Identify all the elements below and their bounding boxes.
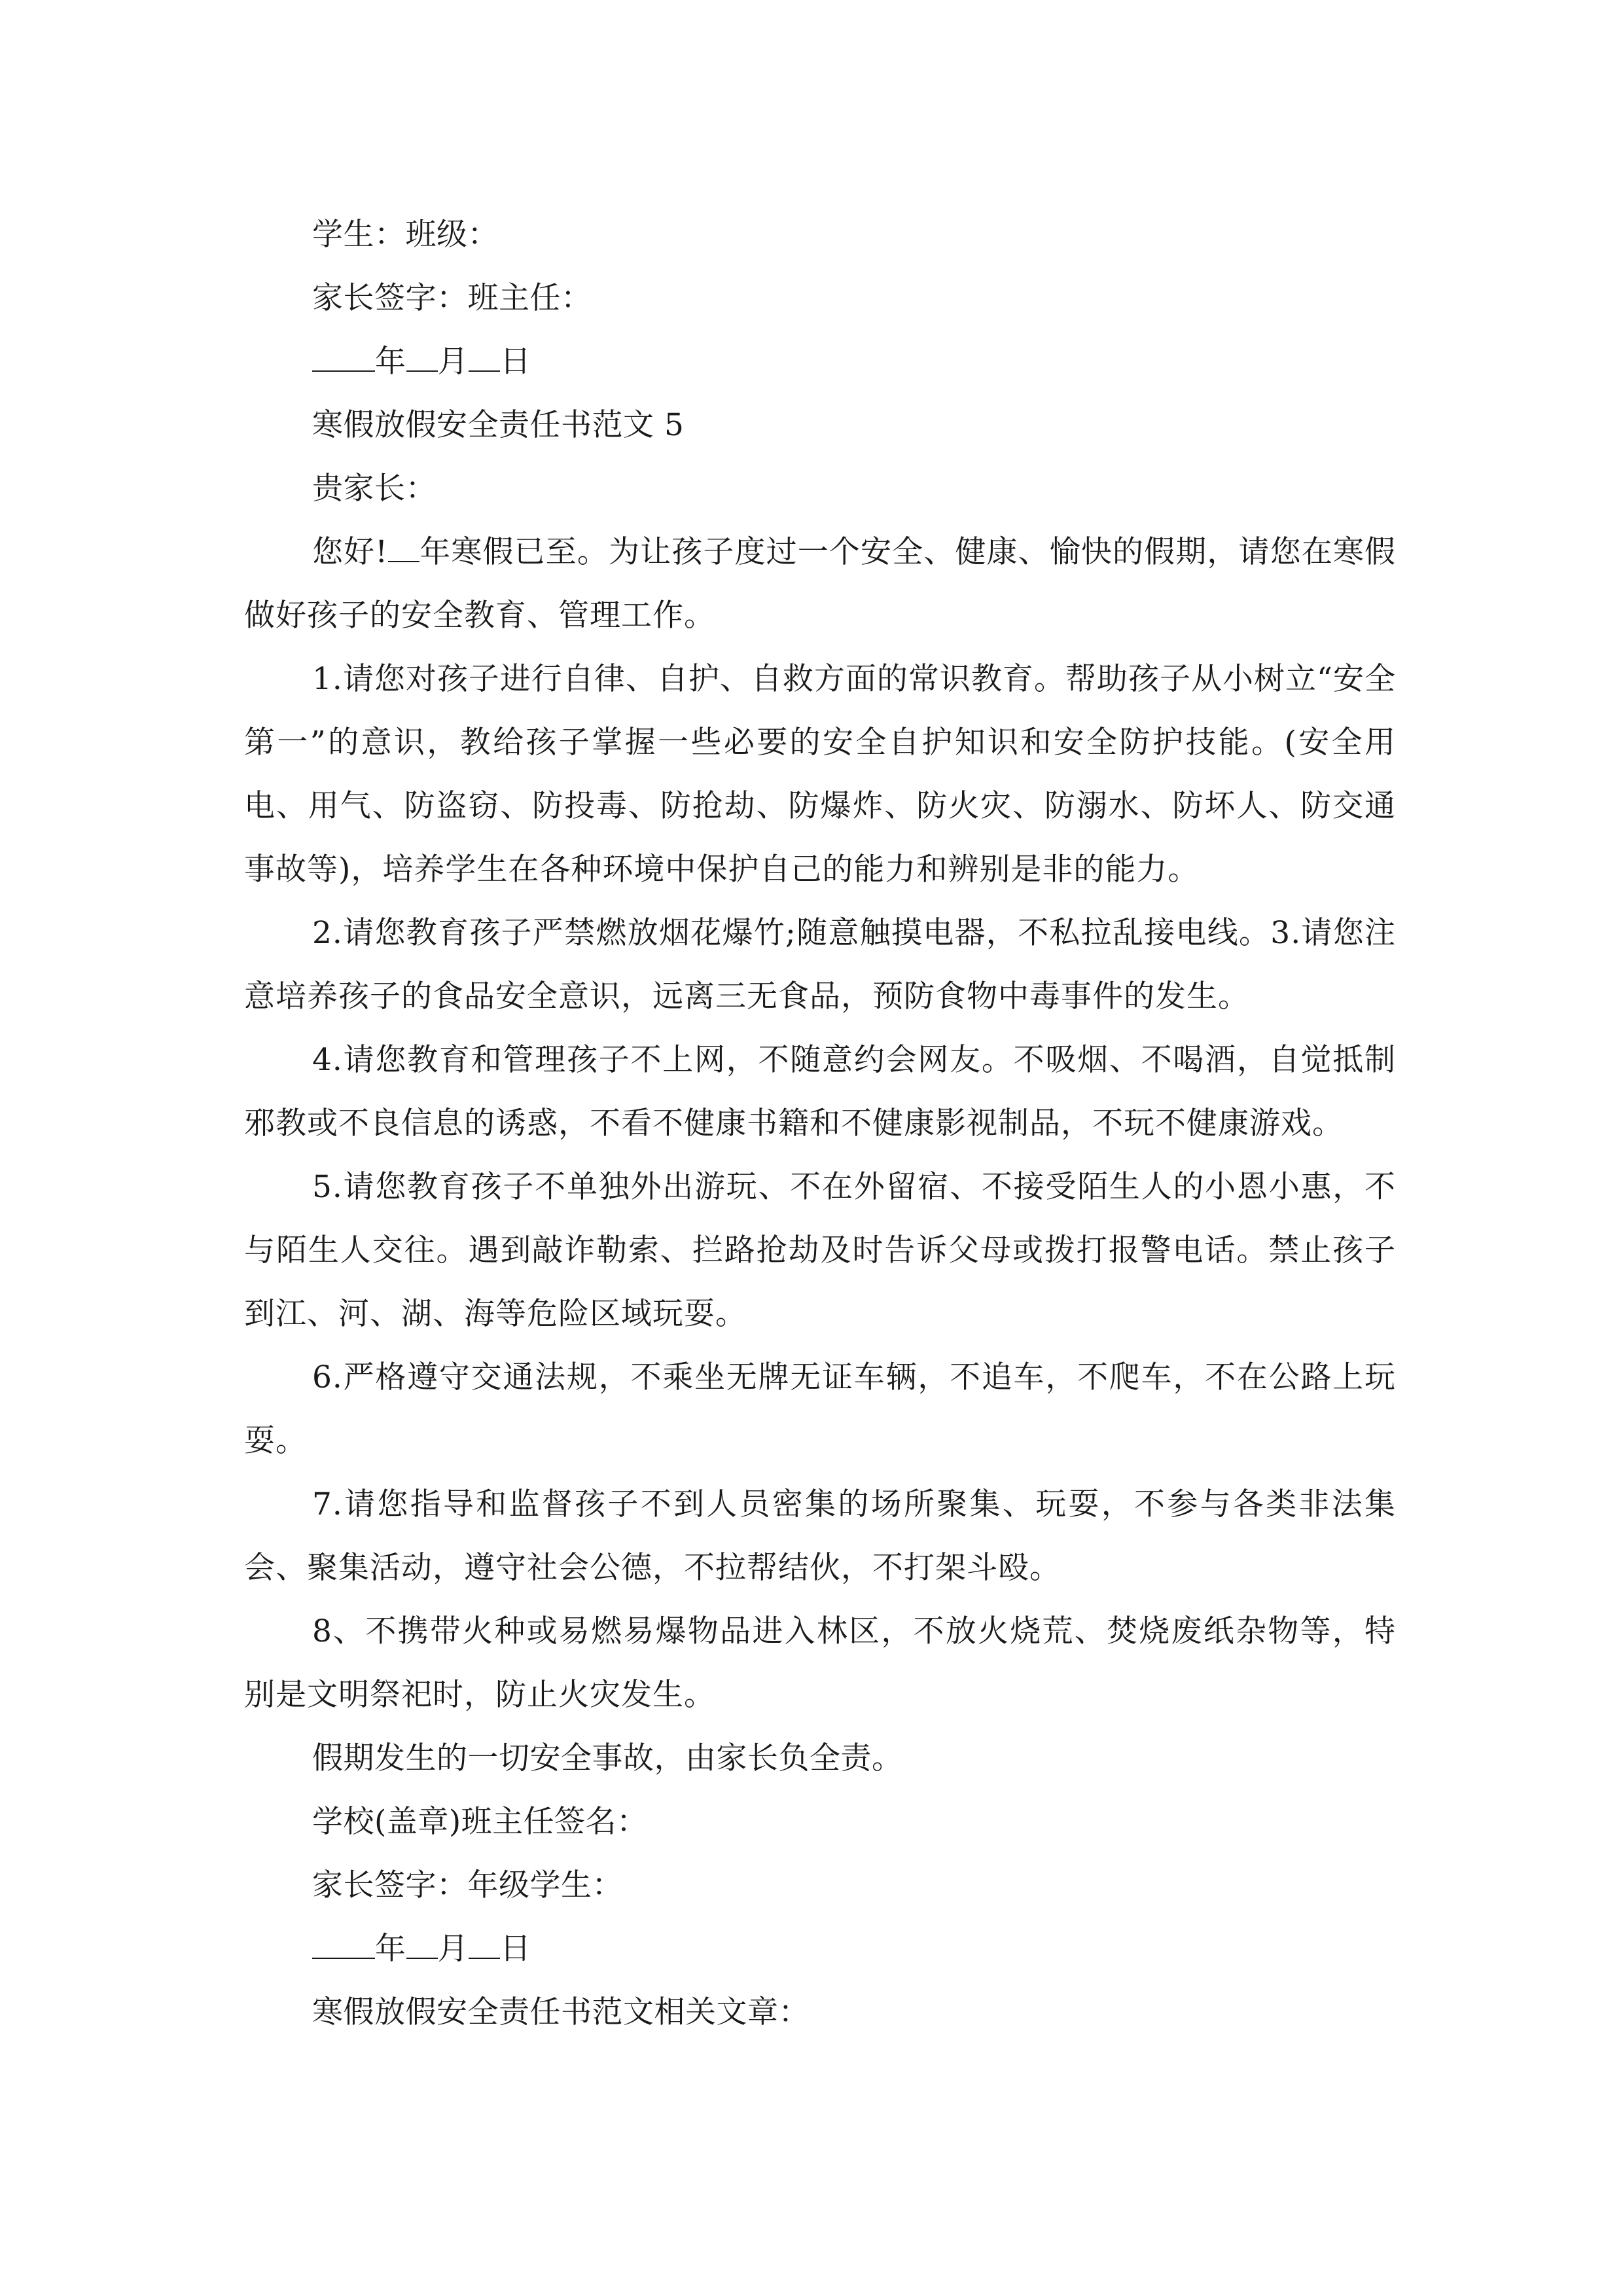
item-paragraph-6: 6.严格遵守交通法规，不乘坐无牌无证车辆，不追车，不爬车，不在公路上玩耍。 (244, 1359, 1396, 1459)
day-label: 日 (500, 344, 531, 380)
footer-month-label: 月 (437, 1931, 469, 1967)
intro-prefix: 您好! (312, 534, 389, 570)
item-paragraph-7: 7.请您指导和监督孩子不到人员密集的场所聚集、玩耍，不参与各类非法集会、聚集活动，遵守社会公德，不拉帮结伙，不打架斗殴。 (244, 1486, 1396, 1586)
item-paragraph-2: 2.请您教育孩子严禁燃放烟花爆竹;随意触摸电器，不私拉乱接电线。3.请您注意培养孩子的食品安全意识，远离三无食品，预防食物中毒事件的发生。 (244, 915, 1396, 1014)
year-label: 年 (375, 344, 406, 380)
footer-month-blank (406, 1933, 438, 1959)
item-paragraph-1: 1.请您对孩子进行自律、自护、自救方面的常识教育。帮助孩子从小树立“安全第一”的意识，教给孩子掌握一些必要的安全自护知识和安全防护技能。(安全用电、用气、防盗窃、防投毒、防抢劫、防爆炸、防火灾、防溺水、防坏人、防交通事故等)，培养学生在各种环境中保护自己的能力和辨别是非的能力。 (244, 661, 1396, 888)
parent-teacher-line: 家长签字：班主任： (312, 280, 592, 316)
student-class-line: 学生：班级： (312, 217, 499, 253)
document-title: 寒假放假安全责任书范文 5 (312, 407, 685, 443)
footer-day-blank (469, 1933, 500, 1959)
intro-paragraph (244, 520, 1396, 647)
footer-day-label: 日 (500, 1931, 531, 1967)
salutation: 贵家长： (312, 471, 437, 507)
intro-year-blank (388, 536, 419, 562)
footer-year-blank (312, 1933, 375, 1959)
intro-rest: 年寒假已至。为让孩子度过一个安全、健康、愉快的假期，请您在寒假做好孩子的安全教育、管理工作。 (244, 534, 1396, 634)
footer-date-line (244, 1917, 1396, 1981)
date-line (244, 330, 1396, 393)
school-teacher-line: 学校(盖章)班主任签名： (312, 1804, 648, 1840)
day-blank (469, 346, 500, 372)
footer-year-label: 年 (375, 1931, 406, 1967)
month-blank (406, 346, 438, 372)
related-articles-heading: 寒假放假安全责任书范文相关文章： (312, 1994, 810, 2030)
document-body (244, 203, 1396, 2044)
parent-grade-line: 家长签字：年级学生： (312, 1867, 623, 1903)
item-paragraph-5: 5.请您教育孩子不单独外出游玩、不在外留宿、不接受陌生人的小恩小惠，不与陌生人交往。遇到敲诈勒索、拦路抢劫及时告诉父母或拨打报警电话。禁止孩子到江、河、湖、海等危险区域玩耍。 (244, 1169, 1396, 1332)
liability-statement: 假期发生的一切安全事故，由家长负全责。 (312, 1740, 903, 1776)
item-paragraph-8: 8、不携带火种或易燃易爆物品进入林区，不放火烧荒、焚烧废纸杂物等，特别是文明祭祀时，防止火灾发生。 (244, 1613, 1396, 1713)
year-blank (312, 346, 375, 372)
month-label: 月 (437, 344, 469, 380)
item-paragraph-4: 4.请您教育和管理孩子不上网，不随意约会网友。不吸烟、不喝酒，自觉抵制邪教或不良信息的诱惑，不看不健康书籍和不健康影视制品，不玩不健康游戏。 (244, 1042, 1396, 1141)
